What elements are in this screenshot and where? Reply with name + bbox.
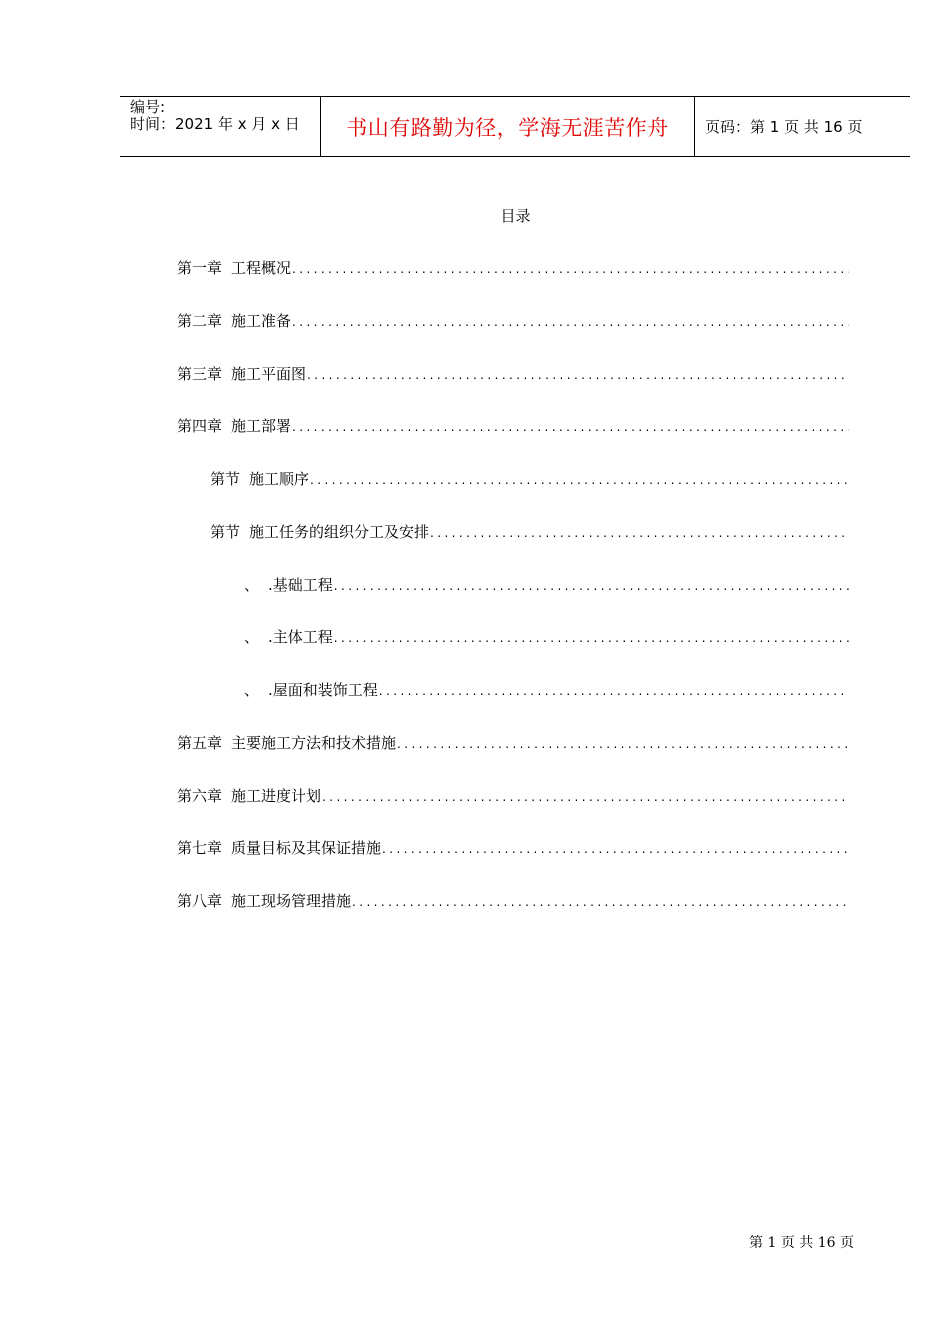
toc-dot-leader — [310, 470, 849, 489]
toc-entry-text: 工程概况 — [231, 259, 292, 277]
toc-entry-number: 第七章 — [177, 839, 223, 857]
toc-entry-item-2[interactable] — [244, 627, 849, 647]
toc-entry-chapter-3[interactable] — [177, 364, 849, 384]
toc-entry-number: 第节 — [210, 470, 241, 488]
toc-entry-number: 、 — [244, 681, 260, 699]
document-date: 时间：2021 年 x 月 x 日 — [130, 115, 300, 133]
toc-entry-number: 、 — [244, 576, 260, 594]
toc-entry-text: 施工现场管理措施 — [231, 892, 352, 910]
toc-dot-leader — [430, 523, 849, 542]
header-motto: 书山有路勤为径，学海无涯苦作舟 — [321, 97, 695, 156]
toc-entry-number: 、 — [244, 628, 260, 646]
toc-entry-number: 第四章 — [177, 417, 223, 435]
toc-entry-number: 第三章 — [177, 365, 223, 383]
toc-entry-text: 施工准备 — [231, 312, 292, 330]
document-code: 编号: — [130, 98, 166, 116]
toc-entry-chapter-5[interactable] — [177, 733, 849, 753]
toc-entry-text: 施工任务的组织分工及安排 — [249, 523, 430, 541]
toc-entry-number: 第二章 — [177, 312, 223, 330]
page-footer-number: 第 1 页 共 16 页 — [749, 1235, 854, 1251]
toc-entry-chapter-7[interactable] — [177, 838, 849, 858]
toc-entry-number: 第六章 — [177, 787, 223, 805]
toc-dot-leader — [352, 892, 849, 911]
toc-entry-text: 质量目标及其保证措施 — [231, 839, 382, 857]
toc-dot-leader — [379, 681, 849, 700]
header-page-info: 页码：第 1 页 共 16 页 — [705, 118, 863, 136]
toc-entry-number: 第一章 — [177, 259, 223, 277]
toc-entry-text: 施工顺序 — [249, 470, 310, 488]
toc-entry-text: .屋面和装饰工程 — [268, 681, 378, 699]
toc-entry-item-3[interactable] — [244, 680, 849, 700]
toc-entry-text: .基础工程 — [268, 576, 333, 594]
toc-entry-chapter-1[interactable] — [177, 258, 849, 278]
toc-dot-leader — [334, 628, 849, 647]
toc-entry-section-1[interactable] — [210, 469, 849, 489]
toc-entry-section-2[interactable] — [210, 522, 849, 542]
toc-dot-leader — [307, 365, 849, 384]
toc-entry-number: 第节 — [210, 523, 241, 541]
toc-dot-leader — [292, 312, 849, 331]
toc-dot-leader — [322, 787, 849, 806]
toc-entry-text: 施工进度计划 — [231, 787, 322, 805]
toc-entry-number: 第五章 — [177, 734, 223, 752]
toc-entry-number: 第八章 — [177, 892, 223, 910]
toc-dot-leader — [292, 417, 849, 436]
toc-entry-text: 施工部署 — [231, 417, 292, 435]
toc-entry-text: 主要施工方法和技术措施 — [231, 734, 397, 752]
toc-entry-chapter-4[interactable] — [177, 416, 849, 436]
toc-entry-text: .主体工程 — [268, 628, 333, 646]
toc-entry-chapter-6[interactable] — [177, 786, 849, 806]
toc-dot-leader — [292, 259, 849, 278]
toc-dot-leader — [397, 734, 849, 753]
toc-entry-item-1[interactable] — [244, 575, 849, 595]
toc-entry-chapter-8[interactable] — [177, 891, 849, 911]
toc-entry-chapter-2[interactable] — [177, 311, 849, 331]
toc-dot-leader — [382, 839, 849, 858]
toc-entry-text: 施工平面图 — [231, 365, 307, 383]
toc-dot-leader — [334, 576, 849, 595]
toc-title: 目录 — [500, 207, 531, 225]
